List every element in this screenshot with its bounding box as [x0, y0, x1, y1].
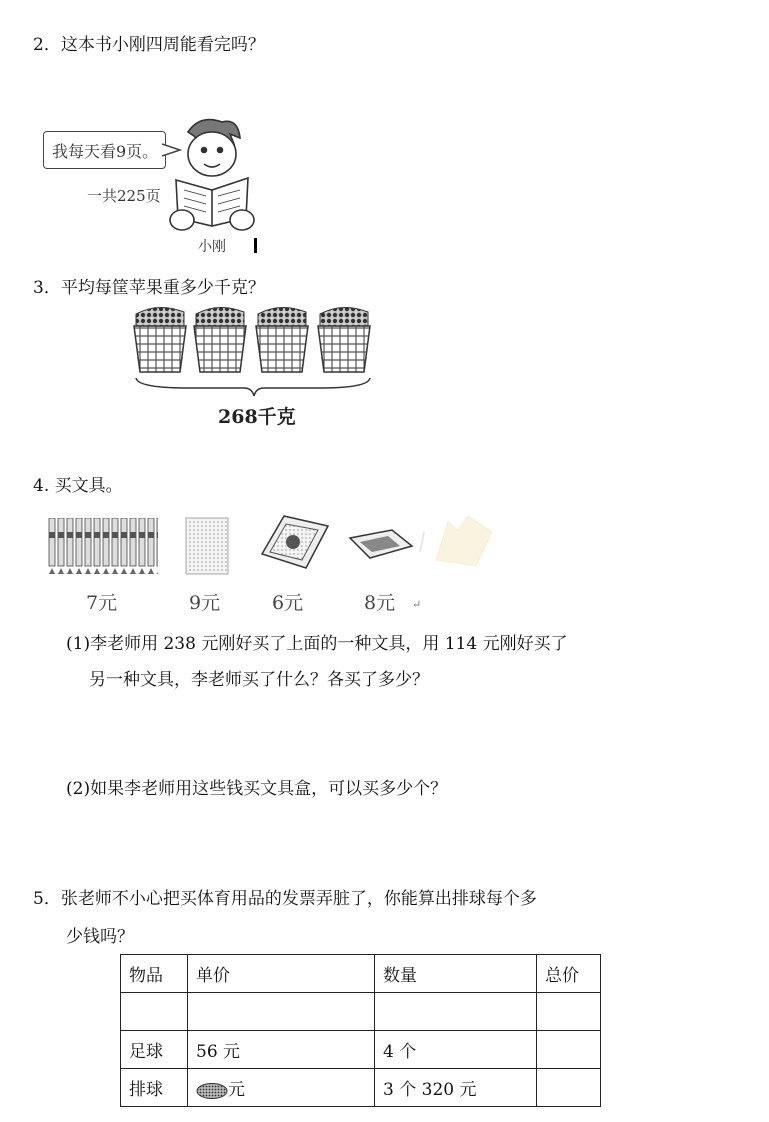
basket-2	[194, 307, 246, 372]
table-row	[121, 1031, 601, 1069]
notebook	[186, 518, 228, 574]
return-mark: ↵	[412, 598, 422, 611]
basket-1	[134, 307, 186, 372]
question-4	[33, 474, 123, 498]
unit-yuan: 元	[228, 1080, 245, 1100]
brace	[136, 378, 370, 396]
question-number: 5．	[33, 889, 61, 909]
q4-sub1-line1: (1)李老师用 238 元刚好买了上面的一种文具，用 114 元刚好买了	[66, 634, 568, 654]
total-weight-label: 268千克	[218, 406, 296, 428]
table-cell	[537, 1069, 601, 1107]
basket-4	[318, 307, 370, 372]
q4-sub2: (2)如果李老师用这些钱买文具盒，可以买多少个？	[66, 779, 448, 799]
price-pencil-case: 6元	[272, 592, 304, 614]
faded-decoration	[420, 516, 492, 566]
table-cell	[537, 1031, 601, 1069]
table-cell: 足球	[121, 1031, 188, 1069]
q4-sub1-line2: 另一种文具，李老师买了什么？各买了多少？	[89, 670, 429, 690]
price-eraser-box: 8元	[364, 592, 396, 614]
table-cell: 56 元	[188, 1031, 375, 1069]
price-pencils: 7元	[86, 592, 118, 614]
table-header-row	[121, 955, 601, 993]
table-cell	[375, 993, 537, 1031]
question-5-line2: 少钱吗？	[66, 927, 134, 947]
question-text: 平均每筐苹果重多少千克？	[60, 278, 265, 298]
header-item: 物品	[121, 955, 188, 993]
eraser-box	[350, 530, 412, 558]
table-cell	[188, 993, 375, 1031]
table-row	[121, 993, 601, 1031]
table-cell: 3 个 320 元	[375, 1069, 537, 1107]
header-quantity: 数量	[375, 955, 537, 993]
apple-baskets	[128, 300, 378, 400]
table-cell: 排球	[121, 1069, 188, 1107]
question-text: 买文具。	[54, 476, 123, 496]
invoice-table	[120, 954, 601, 1107]
question-text: 这本书小刚四周能看完吗？	[60, 35, 265, 55]
question-3	[33, 276, 265, 300]
question-2	[33, 33, 265, 57]
table-cell: 4 个	[375, 1031, 537, 1069]
question-number: 2．	[33, 35, 61, 55]
question-text: 张老师不小心把买体育用品的发票弄脏了，你能算出排球每个多	[60, 889, 537, 909]
header-total: 总价	[537, 955, 601, 993]
question-5	[33, 887, 537, 911]
question-number: 4.	[33, 476, 50, 496]
table-cell	[537, 993, 601, 1031]
page-total-label: 一共225页	[87, 187, 161, 205]
boy-name-label: 小刚	[198, 239, 226, 255]
question-number: 3．	[33, 278, 61, 298]
ink-smudge-icon	[196, 1082, 228, 1100]
table-cell-smudged-price	[188, 1069, 375, 1107]
stationery-items	[48, 512, 498, 578]
table-row	[121, 1069, 601, 1107]
boy-reading-illustration	[160, 112, 260, 237]
pencil-case	[262, 516, 328, 568]
speech-bubble-text: 我每天看9页。	[52, 142, 159, 161]
basket-3	[256, 307, 308, 372]
pencil-set	[48, 518, 158, 574]
price-notebook: 9元	[189, 592, 221, 614]
table-cell	[121, 993, 188, 1031]
header-unit-price: 单价	[188, 955, 375, 993]
mark-bar	[254, 238, 257, 253]
